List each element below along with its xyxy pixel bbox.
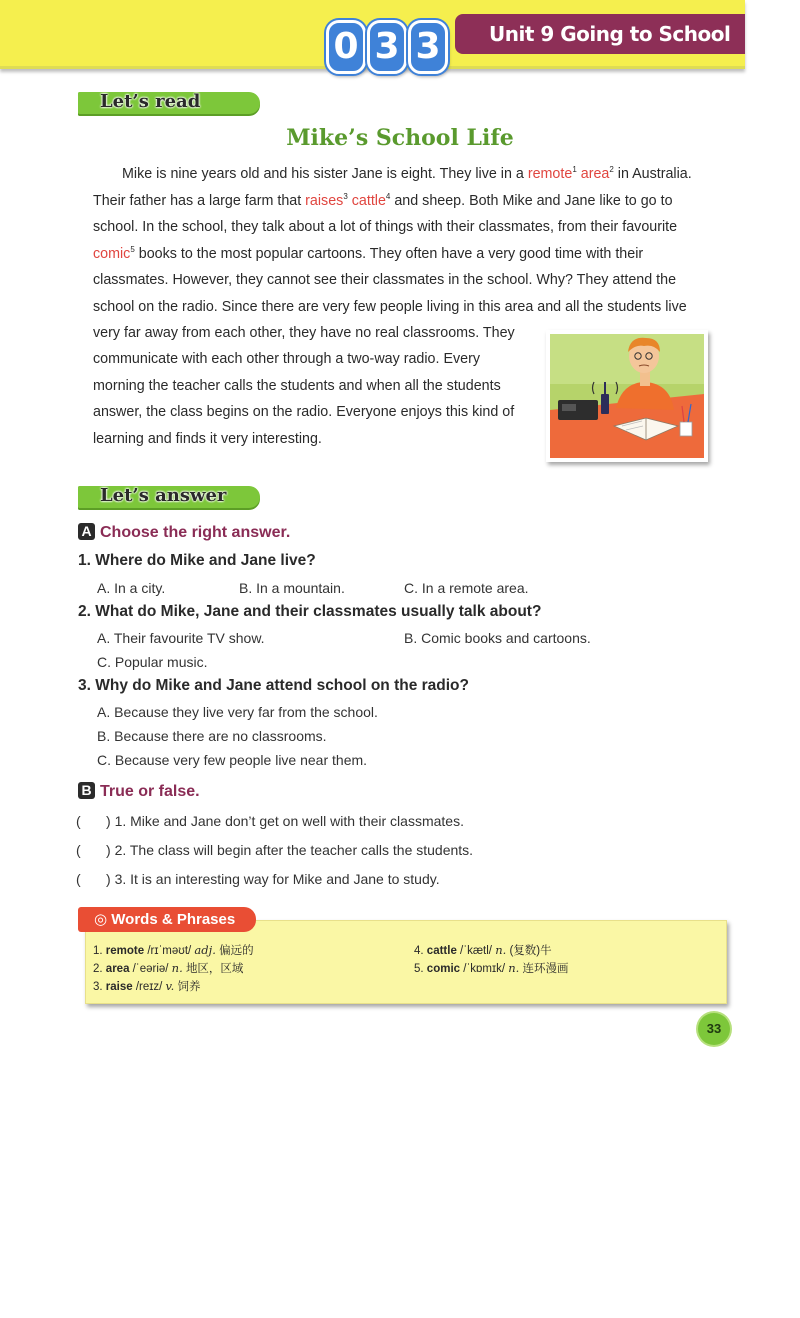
page-number: 33 [698,1013,730,1045]
vocab-entry: 1. remote /rɪˈməʊt/ adj. 偏远的 [93,943,254,957]
vocab-entry: 2. area /ˈeəriə/ n. 地区，区域 [93,961,244,975]
story-line: morning the teacher calls the students and when all the students [93,378,501,394]
option: A. In a city. [97,580,166,596]
part-a-title: Choose the right answer. [100,524,291,541]
lets-answer-banner [78,486,260,508]
story-line: learning and finds it very interesting. [93,431,322,447]
lets-read-banner [78,92,260,114]
circle-bullet-icon: ◎ [94,911,108,928]
option: A. Because they live very far from the school. [97,704,378,720]
page-digit: 3 [367,20,407,74]
vocab-word-remote: remote [527,166,573,182]
story-line: classmates. However, they cannot see their classmates in the school. Why? They attend the [93,272,677,288]
option: C. In a remote area. [404,580,529,596]
illustration-svg [546,330,708,462]
vocab-word-cattle: cattle [351,193,386,209]
tf-answer-blank[interactable]: ( [76,813,81,829]
tf-answer-blank[interactable]: ( [76,871,81,887]
option: B. Comic books and cartoons. [404,630,591,646]
question-2: 2. What do Mike, Jane and their classmates usually talk about? [78,603,542,620]
page-number-badge [326,20,448,72]
unit-title: Unit 9 Going to School [455,14,745,54]
vocab-entry: 5. comic /ˈkɒmɪk/ n. 连环漫画 [414,961,569,975]
option: C. Popular music. [97,654,208,670]
part-a-heading [78,523,290,542]
tf-statement-3: ) 3. It is an interesting way for Mike and Jane to study. [106,871,440,887]
story-line: school on the radio. Since there are very few people living in this area and all the students live [93,299,687,315]
story-line: very far away from each other, they have no real classrooms. They [93,325,515,341]
story-line: Mike is nine years old and his sister Jane is eight. They live in a remote$^1$ area$^2$ in Australia. [122,165,692,182]
lets-read-label: Let’s read [100,91,201,112]
story-line: answer, the class begins on the radio. Everyone enjoys this kind of [93,404,515,420]
option: A. Their favourite TV show. [97,630,265,646]
tf-statement-2: ) 2. The class will begin after the teacher calls the students. [106,842,474,858]
story-line: Their father has a large farm that raises$^3$ cattle$^4$ and sheep. Both Mike and Jane like to go to [93,192,673,209]
vocab-word-raises: raises [305,193,344,209]
page-digit: 3 [408,20,448,74]
vocab-word-area: area [580,166,610,182]
words-phrases-tab [78,907,256,932]
boy-radio-illustration [546,330,708,462]
vocab-entry: 3. raise /reɪz/ v. 饲养 [93,979,201,993]
story-title: Mike’s School Life [286,125,514,151]
option: B. In a mountain. [239,580,345,596]
story-line: communicate with each other through a two-way radio. Every [93,351,480,367]
words-phrases-title: Words & Phrases [111,911,236,928]
part-b-title: True or false. [100,783,200,800]
lets-answer-label: Let’s answer [100,485,227,506]
question-3: 3. Why do Mike and Jane attend school on the radio? [78,677,469,694]
vocab-word-comic: comic [93,246,131,262]
page-digit: 0 [326,20,366,74]
tf-statement-1: ) 1. Mike and Jane don’t get on well with their classmates. [106,813,464,829]
vocab-entry: 4. cattle /ˈkætl/ n. (复数)牛 [414,943,552,957]
option: B. Because there are no classrooms. [97,728,327,744]
option: C. Because very few people live near them. [97,752,368,768]
part-b-badge: B [78,782,95,799]
tf-answer-blank[interactable]: ( [76,842,81,858]
story-line: school. In the school, they talk about a lot of things with their classmates, from their favourite [93,219,678,235]
part-a-badge: A [78,523,95,540]
question-1: 1. Where do Mike and Jane live? [78,552,316,569]
story-line: comic$^5$ books to the most popular cartoons. They often have a very good time with their [93,245,644,262]
part-b-heading [78,782,200,801]
